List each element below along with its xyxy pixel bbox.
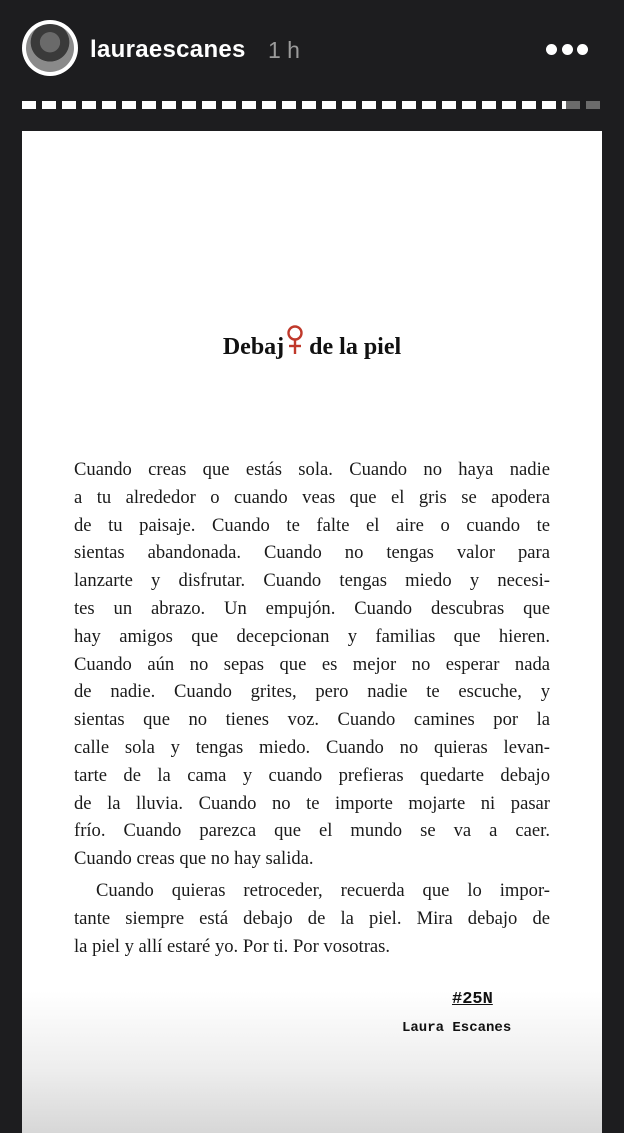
- story-header: [0, 0, 624, 130]
- story-title: [0, 330, 624, 361]
- text-line: tarte de la cama y cuando prefieras quedarte debajo: [74, 764, 550, 786]
- text-line: calle sola y tengas miedo. Cuando no quieras levan-: [74, 736, 550, 758]
- avatar[interactable]: [22, 20, 78, 76]
- text-line: sientas abandonada. Cuando no tengas valor para: [74, 542, 550, 564]
- text-line: a tu alrededor o cuando veas que el gris se apodera: [74, 486, 550, 508]
- text-line: de nadie. Cuando grites, pero nadie te escuche, y: [74, 681, 550, 703]
- post-time: 1 h: [268, 37, 300, 63]
- text-line: Cuando creas que no hay salida.: [74, 848, 314, 870]
- text-line: sientas que no tienes voz. Cuando camines por la: [74, 709, 550, 731]
- text-line: Cuando aún no sepas que es mejor no esperar nada: [74, 653, 550, 675]
- text-line: Cuando quieras retroceder, recuerda que lo impor-: [96, 880, 550, 901]
- text-line: hay amigos que decepcionan y familias que hieren.: [74, 625, 550, 647]
- text-line: Cuando creas que estás sola. Cuando no haya nadie: [74, 459, 550, 480]
- title-after: de la piel: [309, 334, 402, 360]
- paragraph-1: [74, 456, 550, 873]
- text-line: tes un abrazo. Un empujón. Cuando descubras que: [74, 597, 550, 619]
- username[interactable]: lauraescanes: [90, 36, 246, 63]
- text-line: lanzarte y disfrutar. Cuando tengas miedo y necesi-: [74, 570, 550, 592]
- text-line: frío. Cuando parezca que el mundo se va a caer.: [74, 820, 550, 842]
- story-progress-bar: [22, 101, 602, 109]
- hashtag[interactable]: #25N: [452, 990, 493, 1009]
- text-line: de tu paisaje. Cuando te falte el aire o cuando te: [74, 514, 550, 536]
- text-line: la piel y allí estaré yo. Por ti. Por vosotras.: [74, 935, 391, 957]
- text-line: de la lluvia. Cuando no te importe mojarte ni pasar: [74, 792, 550, 814]
- avatar-image: [26, 24, 74, 72]
- paragraph-2: [74, 877, 550, 960]
- title-before: Debaj: [222, 334, 285, 360]
- text-line: tante siempre está debajo de la piel. Mira debajo de: [74, 907, 550, 929]
- more-horizontal-icon[interactable]: [546, 43, 588, 55]
- author-signature: Laura Escanes: [402, 1020, 512, 1036]
- venus-icon: [285, 330, 305, 360]
